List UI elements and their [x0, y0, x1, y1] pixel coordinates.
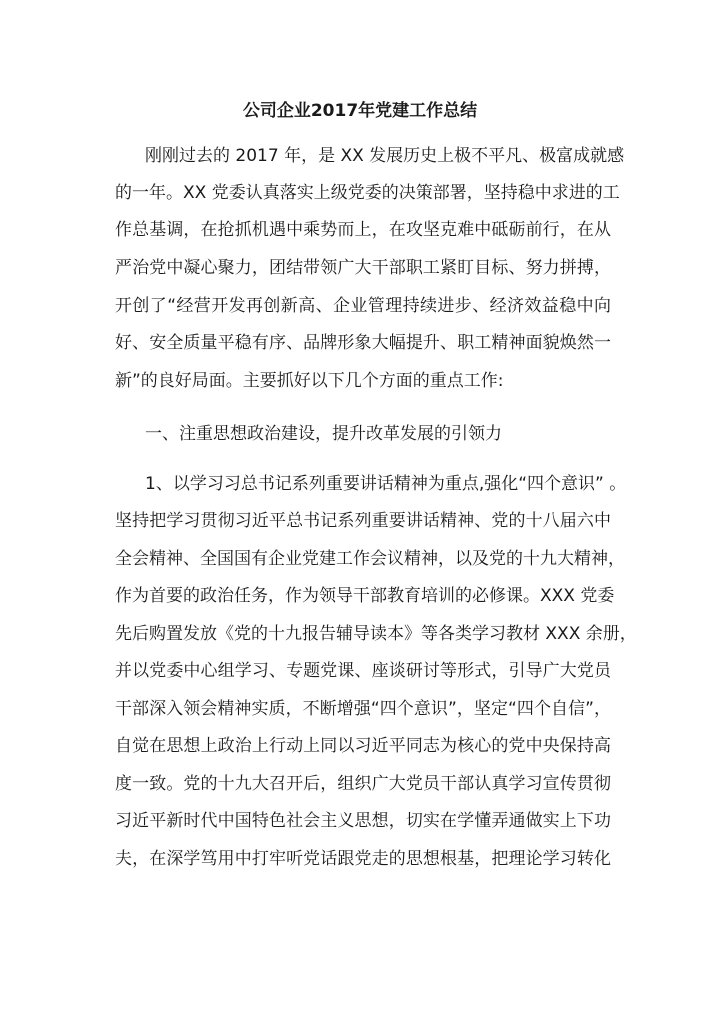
paragraph-line: 1、以学习习总书记系列重要讲话精神为重点,强化“四个意识” 。 — [145, 474, 627, 494]
paragraph-line: 作总基调，在抢抓机遇中乘势而上，在攻坚克难中砥砺前行，在从 — [115, 220, 611, 240]
paragraph-line: 开创了“经营开发再创新高、企业管理持续进步、经济效益稳中向 — [115, 296, 611, 316]
paragraph-line: 自觉在思想上政治上行动上同以习近平同志为核心的党中央保持高 — [115, 736, 611, 756]
paragraph-line: 坚持把学习贯彻习近平总书记系列重要讲话精神、党的十八届六中 — [115, 511, 611, 531]
paragraph-line: 作为首要的政治任务，作为领导干部教育培训的必修课。XXX 党委 — [115, 586, 615, 606]
paragraph-line: 先后购置发放《党的十九报告辅导读本》等各类学习教材 XXX 余册， — [115, 624, 637, 644]
paragraph-line: 严治党中凝心聚力，团结带领广大干部职工紧盯目标、努力拼搏， — [115, 258, 611, 278]
paragraph-line: 全会精神、全国国有企业党建工作会议精神，以及党的十九大精神， — [115, 549, 625, 569]
paragraph-line: 刚刚过去的 2017 年，是 XX 发展历史上极不平凡、极富成就感 — [145, 146, 625, 166]
paragraph-line: 干部深入领会精神实质，不断增强“四个意识”，坚定“四个自信”， — [115, 699, 611, 719]
paragraph-line: 好、安全质量平稳有序、品牌形象大幅提升、职工精神面貌焕然一 — [115, 333, 611, 353]
paragraph-line: 新”的良好局面。主要抓好以下几个方面的重点工作: — [115, 371, 504, 391]
paragraph-line: 度一致。党的十九大召开后，组织广大党员干部认真学习宣传贯彻 — [115, 774, 611, 794]
paragraph-line: 习近平新时代中国特色社会主义思想，切实在学懂弄通做实上下功 — [115, 811, 611, 831]
document-title: 公司企业2017年党建工作总结 — [242, 101, 478, 121]
paragraph-line: 夫，在深学笃用中打牢听党话跟党走的思想根基，把理论学习转化 — [115, 849, 611, 869]
paragraph-line: 的一年。XX 党委认真落实上级党委的决策部署，坚持稳中求进的工 — [115, 183, 620, 203]
paragraph-line: 并以党委中心组学习、专题党课、座谈研讨等形式，引导广大党员 — [115, 661, 611, 681]
section-heading: 一、注重思想政治建设，提升改革发展的引领力 — [145, 424, 502, 444]
